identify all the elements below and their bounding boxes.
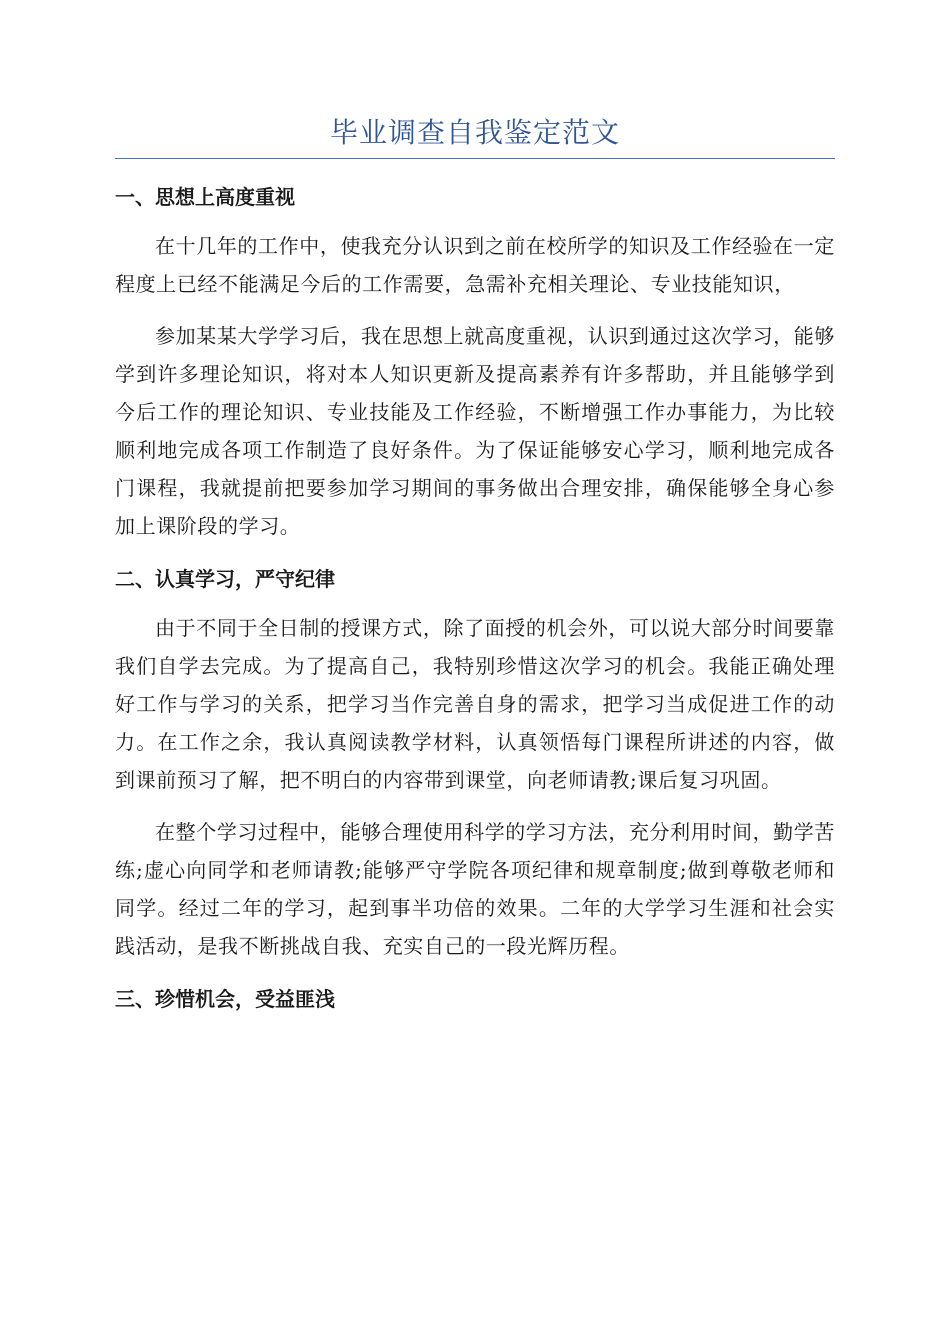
section-2 — [115, 559, 835, 965]
paragraph: 在整个学习过程中，能够合理使用科学的学习方法，充分利用时间，勤学苦练;虚心向同学和老师请教;能够严守学院各项纪律和规章制度;做到尊敬老师和同学。经过二年的学习，起到事半功倍的效果。二年的大学学习生涯和社会实践活动，是我不断挑战自我、充实自己的一段光辉历程。 — [115, 820, 835, 958]
section-3 — [115, 979, 835, 1019]
section-1 — [115, 177, 835, 545]
section-heading: 三、珍惜机会，受益匪浅 — [115, 987, 335, 1011]
section-heading: 二、认真学习，严守纪律 — [115, 567, 335, 591]
paragraph: 在十几年的工作中，使我充分认识到之前在校所学的知识及工作经验在一定程度上已经不能满足今后的工作需要，急需补充相关理论、专业技能知识， — [115, 234, 835, 296]
document-title: 毕业调查自我鉴定范文 — [329, 116, 620, 149]
document-page — [115, 108, 835, 1029]
paragraph: 由于不同于全日制的授课方式，除了面授的机会外，可以说大部分时间要靠我们自学去完成。为了提高自己，我特别珍惜这次学习的机会。我能正确处理好工作与学习的关系，把学习当作完善自身的需求，把学习当成促进工作的动力。在工作之余，我认真阅读教学材料，认真领悟每门课程所讲述的内容，做到课前预习了解，把不明白的内容带到课堂，向老师请教;课后复习巩固。 — [115, 616, 835, 792]
section-heading: 一、思想上高度重视 — [115, 185, 295, 209]
paragraph: 参加某某大学学习后，我在思想上就高度重视，认识到通过这次学习，能够学到许多理论知识，将对本人知识更新及提高素养有许多帮助，并且能够学到今后工作的理论知识、专业技能及工作经验，不断增强工作办事能力，为比较顺利地完成各项工作制造了良好条件。为了保证能够安心学习，顺利地完成各门课程，我就提前把要参加学习期间的事务做出合理安排，确保能够全身心参加上课阶段的学习。 — [115, 324, 835, 538]
title-divider — [115, 158, 835, 159]
